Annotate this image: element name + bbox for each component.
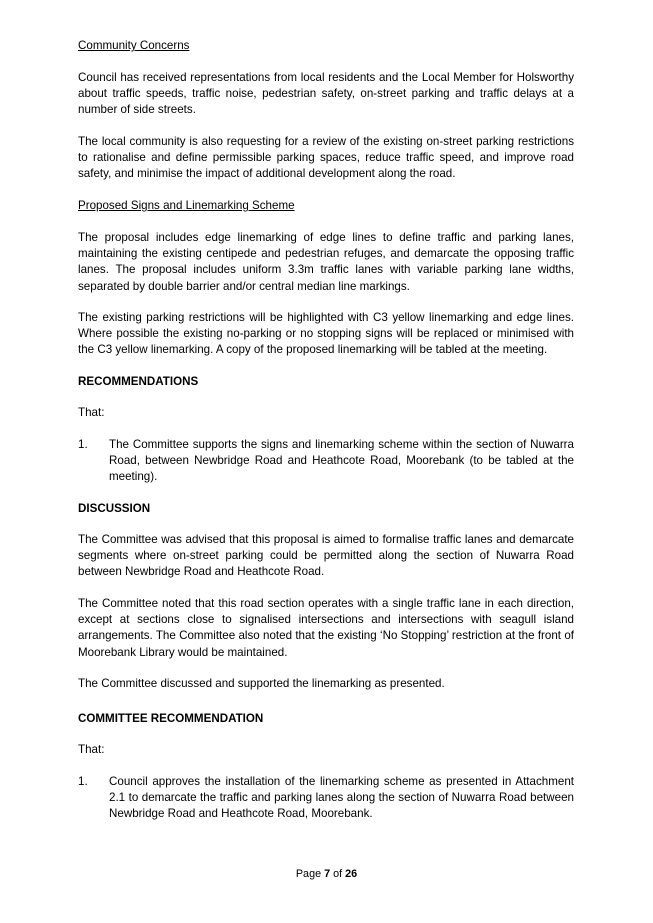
recommendations-that: That: bbox=[78, 406, 105, 419]
discussion-para-1: The Committee was advised that this proposal is aimed to formalise traffic lanes and demarcate segments where on-street parking could be permitted along the section of Nuwarra Road between Newbridge Road and Heathcote Road. bbox=[78, 533, 574, 579]
committee-recommendation-item-text: Council approves the installation of the linemarking scheme as presented in Attachment 2.1 to demarcate the traffic and parking lanes along the section of Nuwarra Road between Newbridge Road and Heathcote Road, Moorebank. bbox=[109, 775, 574, 821]
discussion-para-2: The Committee noted that this road section operates with a single traffic lane in each direction, except at sections close to signalised intersections and intersections with seagull island arrangements. The Committee also noted that the existing ‘No Stopping’ restriction at the front of Moorebank Library would be maintained. bbox=[78, 597, 574, 659]
proposed-scheme-para-1: The proposal includes edge linemarking of edge lines to define traffic and parking lanes, maintaining the existing centipede and pedestrian refuges, and demarcate the opposing traffic lanes. The proposal includes uniform 3.3m traffic lanes with variable parking lane widths, separated by double barrier and/or central median line markings. bbox=[78, 231, 574, 293]
discussion-para-3: The Committee discussed and supported the linemarking as presented. bbox=[78, 677, 445, 690]
discussion-heading: DISCUSSION bbox=[78, 502, 151, 515]
community-concerns-para-2: The local community is also requesting for a review of the existing on-street parking restrictions to rationalise and define permissible parking spaces, reduce traffic speed, and improve road safety, and minimise the impact of additional development along the road. bbox=[78, 135, 574, 181]
proposed-scheme-para-2: The existing parking restrictions will be highlighted with C3 yellow linemarking and edge lines. Where possible the existing no-parking or no stopping signs will be replaced or minimised with the C3 yellow linemarking. A copy of the proposed linemarking will be tabled at the meeting. bbox=[78, 311, 574, 357]
recommendations-heading: RECOMMENDATIONS bbox=[78, 375, 199, 388]
footer-of-label: of bbox=[333, 868, 343, 880]
community-concerns-heading: Community Concerns bbox=[78, 39, 190, 52]
footer-page-total: 26 bbox=[345, 868, 358, 880]
footer-page-number: 7 bbox=[324, 868, 331, 880]
committee-recommendation-that: That: bbox=[78, 743, 105, 756]
page-footer bbox=[0, 866, 653, 882]
recommendations-item-number: 1. bbox=[78, 438, 88, 451]
recommendations-item-text: The Committee supports the signs and linemarking scheme within the section of Nuwarra Road, between Newbridge Road and Heathcote Road, Moorebank (to be tabled at the meeting). bbox=[109, 438, 574, 484]
committee-recommendation-list-item bbox=[78, 774, 574, 823]
community-concerns-para-1: Council has received representations from local residents and the Local Member for Holsworthy about traffic speeds, traffic noise, pedestrian safety, on-street parking and traffic delays at a number of side streets. bbox=[78, 71, 574, 117]
recommendations-list-item bbox=[78, 437, 574, 486]
proposed-scheme-heading: Proposed Signs and Linemarking Scheme bbox=[78, 199, 295, 212]
committee-recommendation-item-number: 1. bbox=[78, 775, 88, 788]
committee-recommendation-heading: COMMITTEE RECOMMENDATION bbox=[78, 712, 264, 725]
footer-page-label: Page bbox=[295, 868, 322, 880]
